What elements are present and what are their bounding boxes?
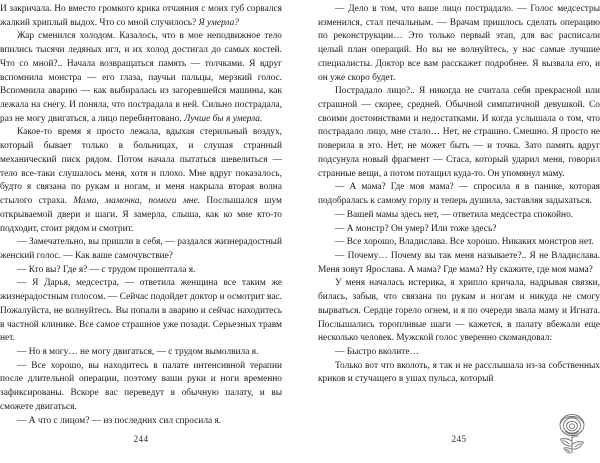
rose-ornament-icon	[542, 411, 596, 457]
paragraph	[0, 277, 282, 346]
text-run: — Я Дарья, медсестра, — ответила женщина все таким же жизнерадостным голосом. — Сейчас подойдет доктор и осмотрит вас. Пожалуйста, не волнуйтесь. Вы попали в аварию и сейчас находитесь в частной клинике. Все самое страшное уже позади. Серьезных травм нет.	[0, 278, 282, 344]
text-run: И закричала. Но вместо громкого крика отчаяния с моих губ сорвался жалкий хриплый выдох. Что со мной случилось?	[0, 4, 282, 28]
paragraph	[318, 277, 600, 346]
text-run: Только вот что вколоть, я так и не расслышала из-за собственных криков и стучащего в ушах пульса, который	[318, 360, 600, 385]
paragraph	[0, 126, 282, 236]
paragraph	[318, 181, 600, 208]
page-right-textblock	[318, 3, 600, 387]
paragraph	[318, 346, 600, 360]
text-run: У меня началась истерика, я хрипло кричала, надрывая связки, билась, забыв, что связана по рукам и ногам и никуда не смогу вырваться. Сердце горело огнем, и я по очереди звала маму и Игната. Послышались торопливые шаги — кажется, в палату вбежали еще несколько человек. Мужской голос уверенно скомандовал:	[318, 278, 600, 344]
text-run: — Но я могу… не могу двигаться, — с трудом вымолвила я.	[17, 346, 259, 357]
paragraph	[0, 3, 282, 30]
text-run: — Вашей мамы здесь нет, — ответила медсестра спокойно.	[335, 209, 574, 220]
italic-run: Я умерла?	[198, 17, 239, 28]
paragraph	[318, 85, 600, 181]
paragraph	[318, 223, 600, 237]
italic-run: Лучше бы я умерла.	[184, 113, 263, 124]
text-run: — Все хорошо, вы находитесь в палате интенсивной терапии после длительной операции, поэтому ваши руки и ноги временно зафиксированы. Вскоре вас переведут в обычную палату, и вы сможете двигаться.	[0, 360, 282, 412]
text-run: Пострадало лицо?.. Я никогда не считала себя прекрасной или страшной — скорее, средней. Обычной симпатичной девушкой. Со своими достоинствами и недостатками. И когда услышала о том, что пострадало лицо, мне стало… Нет, не страшно. Смешно. Я просто не поверила в это. Нет, не может быть — и точка. Зато память вдруг подсунула новый фрагмент — Стаса, который ударил меня, говорил странные вещи, а потом потащил куда-то. Он упомянул маму.	[318, 86, 600, 179]
text-run: — Почему… Почему вы так меня называете?.. Я не Владислава. Меня зовут Ярослава. А мама? Где мама? Ну скажите, где моя мама?	[318, 250, 600, 275]
text-run: — Кто вы? Где я? — с трудом прошептала я.	[17, 264, 196, 275]
paragraph	[318, 236, 600, 250]
text-run: — Быстро вколите…	[335, 346, 419, 357]
text-run: Жар сменился холодом. Казалось, что в мое неподвижное тело впились тысячи ледяных игл, и их холод достигал до самых костей. Что со мной?.. Начала возвращаться память — толчками. Я вдруг вспомнила монстра — его глаза, паучьи пальцы, мерзкий голос. Вспомнила аварию — как выбиралась из загоревшейся машины, как лежала на снегу. И поняла, что пострадала в ней. Сильно пострадала, раз не могу двигаться, а лицо перебинтовано.	[0, 31, 282, 124]
text-run: — А что с лицом? — из последних сил спросила я.	[17, 415, 222, 426]
text-run: Послышался шум открываемой двери и шаги. Я замерла, слыша, как ко мне кто-то подходит, стоит рядом и смотрит.	[0, 196, 282, 234]
paragraph	[0, 415, 282, 429]
text-run: — Дело в том, что ваше лицо пострадало. — Голос медсестры изменился, стал печальным. — Врачам пришлось сделать операцию по реконструкции… Это только первый этап, для вас расписали целый план операций. Но вы не волнуйтесь, у нас самые лучшие специалисты. Доктор все вам расскажет подробнее. Я вызвала его, и он уже скоро будет.	[318, 4, 600, 83]
paragraph	[318, 250, 600, 277]
paragraph	[0, 30, 282, 126]
paragraph	[318, 360, 600, 387]
page-right-folio: 245	[451, 434, 467, 444]
paragraph	[0, 360, 282, 415]
paragraph	[0, 236, 282, 263]
text-run: — Замечательно, вы пришли в себя, — раздался жизнерадостный женский голос. — Как ваше самочувствие?	[0, 237, 282, 261]
text-run: Какое-то время я просто лежала, вдыхая стерильный воздух, который бывает только в больницах, и слушая странный механический писк рядом. Потом начала пытаться шевелиться — тело все-таки слушалось меня, хотя и плохо. Мне вдруг показалось, будто я связана по рукам и ногам, и меня накрыла вторая волна стылого страха.	[0, 127, 282, 207]
paragraph	[318, 209, 600, 223]
paragraph	[0, 264, 282, 278]
italic-run: Мама, мамочка, помоги мне.	[73, 196, 200, 207]
page-left-folio: 244	[133, 434, 149, 444]
page-right	[300, 0, 600, 463]
paragraph	[318, 3, 600, 85]
text-run: — Все хорошо, Владислава. Все хорошо. Никаких монстров нет.	[335, 237, 594, 248]
text-run: — А мама? Где моя мама? — спросила я в панике, которая подобралась к самому горлу и теперь душила, заставляя задыхаться.	[318, 182, 600, 207]
text-run: — А монстр? Он умер? Или тоже здесь?	[335, 223, 497, 234]
paragraph	[0, 346, 282, 360]
page-left-textblock	[0, 3, 282, 428]
